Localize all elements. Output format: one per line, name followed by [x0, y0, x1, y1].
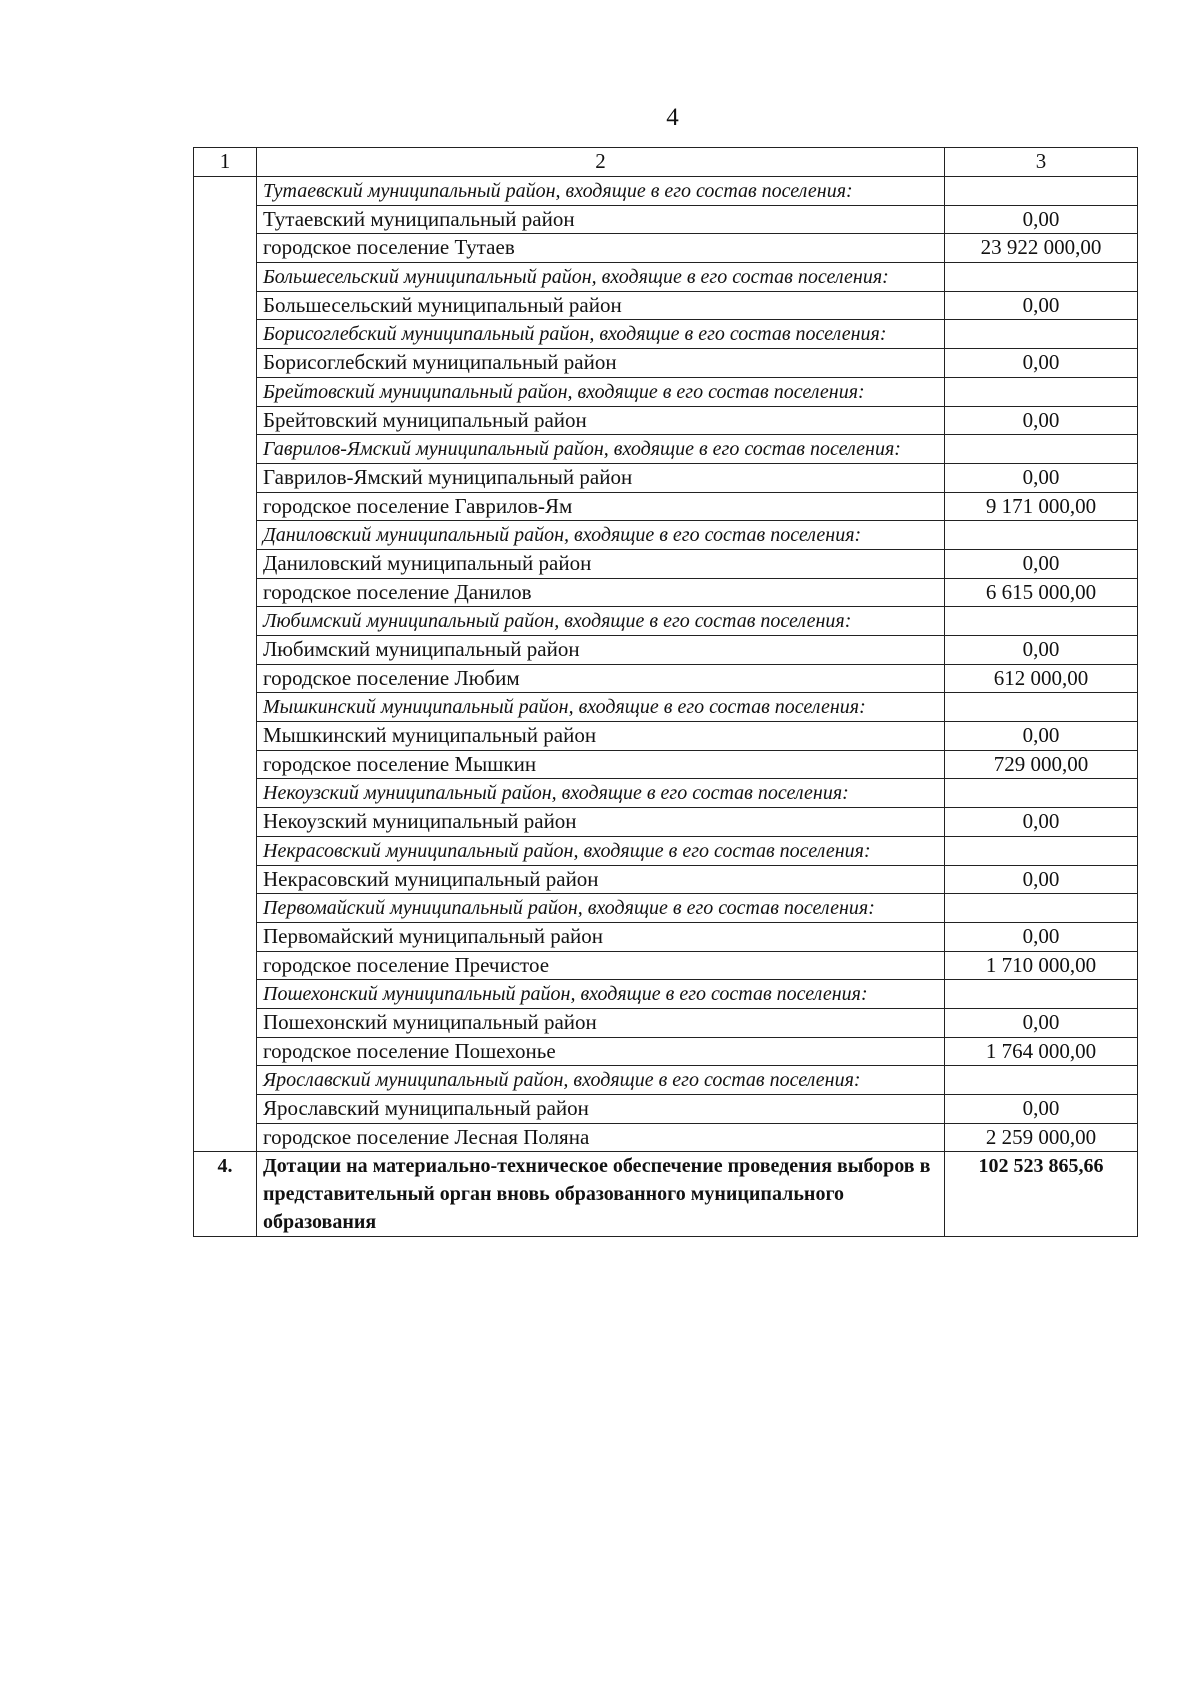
- total-description: Дотации на материально-техническое обеспечение проведения выборов в представительный орган вновь образованного муниципального образования: [257, 1152, 945, 1237]
- table-group-row: [194, 521, 1138, 550]
- municipality-name: Тутаевский муниципальный район: [257, 205, 945, 234]
- table-row: [194, 722, 1138, 751]
- table-row: [194, 205, 1138, 234]
- amount-cell: 1 710 000,00: [945, 951, 1138, 980]
- district-group-heading: Борисоглебский муниципальный район, входящие в его состав поселения:: [257, 320, 945, 349]
- district-group-heading: Некрасовский муниципальный район, входящие в его состав поселения:: [257, 836, 945, 865]
- amount-cell: 0,00: [945, 1095, 1138, 1124]
- municipality-name: Мышкинский муниципальный район: [257, 722, 945, 751]
- municipality-name: городское поселение Пошехонье: [257, 1037, 945, 1066]
- amount-cell: 0,00: [945, 722, 1138, 751]
- municipality-name: Любимский муниципальный район: [257, 636, 945, 665]
- table-row: [194, 808, 1138, 837]
- district-group-heading: Мышкинский муниципальный район, входящие в его состав поселения:: [257, 693, 945, 722]
- amount-cell: [945, 894, 1138, 923]
- table-row: [194, 578, 1138, 607]
- district-group-heading: Первомайский муниципальный район, входящие в его состав поселения:: [257, 894, 945, 923]
- amount-cell: [945, 435, 1138, 464]
- amount-cell: 0,00: [945, 464, 1138, 493]
- district-group-heading: Пошехонский муниципальный район, входящие в его состав поселения:: [257, 980, 945, 1009]
- municipality-name: Гаврилов-Ямский муниципальный район: [257, 464, 945, 493]
- municipality-name: городское поселение Лесная Поляна: [257, 1123, 945, 1152]
- amount-cell: 1 764 000,00: [945, 1037, 1138, 1066]
- municipality-name: Ярославский муниципальный район: [257, 1095, 945, 1124]
- page-number: 4: [666, 104, 679, 131]
- column-number-3: 3: [945, 148, 1138, 177]
- table-row: [194, 750, 1138, 779]
- table-row: [194, 492, 1138, 521]
- table-row: [194, 1037, 1138, 1066]
- table-group-row: [194, 607, 1138, 636]
- municipality-name: городское поселение Гаврилов-Ям: [257, 492, 945, 521]
- municipality-name: городское поселение Мышкин: [257, 750, 945, 779]
- table-group-row: [194, 435, 1138, 464]
- table-row: [194, 923, 1138, 952]
- table-row: [194, 291, 1138, 320]
- district-group-heading: Брейтовский муниципальный район, входящие в его состав поселения:: [257, 377, 945, 406]
- column-number-2: 2: [257, 148, 945, 177]
- district-group-heading: Тутаевский муниципальный район, входящие в его состав поселения:: [257, 176, 945, 205]
- amount-cell: 0,00: [945, 865, 1138, 894]
- amount-cell: 0,00: [945, 808, 1138, 837]
- table-group-row: [194, 980, 1138, 1009]
- allocation-table: [193, 147, 1138, 1237]
- column-number-1: 1: [194, 148, 257, 177]
- table-row: [194, 464, 1138, 493]
- municipality-name: Некрасовский муниципальный район: [257, 865, 945, 894]
- amount-cell: [945, 1066, 1138, 1095]
- allocation-table-container: [193, 147, 1137, 1237]
- amount-cell: 729 000,00: [945, 750, 1138, 779]
- table-row: [194, 1009, 1138, 1038]
- amount-cell: [945, 607, 1138, 636]
- amount-cell: 0,00: [945, 406, 1138, 435]
- amount-cell: [945, 377, 1138, 406]
- table-row: [194, 349, 1138, 378]
- amount-cell: 612 000,00: [945, 664, 1138, 693]
- amount-cell: 0,00: [945, 636, 1138, 665]
- allocation-table-body: [194, 148, 1138, 1237]
- amount-cell: 0,00: [945, 550, 1138, 579]
- municipality-name: Брейтовский муниципальный район: [257, 406, 945, 435]
- table-row: [194, 550, 1138, 579]
- row-index-cell: [194, 176, 257, 1152]
- table-group-row: [194, 377, 1138, 406]
- amount-cell: [945, 320, 1138, 349]
- amount-cell: 0,00: [945, 205, 1138, 234]
- table-group-row: [194, 320, 1138, 349]
- district-group-heading: Некоузский муниципальный район, входящие в его состав поселения:: [257, 779, 945, 808]
- amount-cell: 0,00: [945, 923, 1138, 952]
- table-group-row: [194, 1066, 1138, 1095]
- amount-cell: [945, 521, 1138, 550]
- table-group-row: [194, 262, 1138, 291]
- table-row: [194, 865, 1138, 894]
- amount-cell: [945, 980, 1138, 1009]
- amount-cell: 2 259 000,00: [945, 1123, 1138, 1152]
- table-row: [194, 1123, 1138, 1152]
- district-group-heading: Даниловский муниципальный район, входящие в его состав поселения:: [257, 521, 945, 550]
- table-group-row: [194, 836, 1138, 865]
- table-row: [194, 951, 1138, 980]
- table-total-row: [194, 1152, 1138, 1237]
- total-amount: 102 523 865,66: [945, 1152, 1138, 1237]
- table-row: [194, 406, 1138, 435]
- amount-cell: [945, 262, 1138, 291]
- municipality-name: городское поселение Тутаев: [257, 234, 945, 263]
- municipality-name: городское поселение Любим: [257, 664, 945, 693]
- municipality-name: городское поселение Данилов: [257, 578, 945, 607]
- amount-cell: 6 615 000,00: [945, 578, 1138, 607]
- table-row: [194, 636, 1138, 665]
- district-group-heading: Большесельский муниципальный район, входящие в его состав поселения:: [257, 262, 945, 291]
- amount-cell: 0,00: [945, 349, 1138, 378]
- table-row: [194, 1095, 1138, 1124]
- municipality-name: Первомайский муниципальный район: [257, 923, 945, 952]
- total-index: 4.: [194, 1152, 257, 1237]
- table-group-row: [194, 693, 1138, 722]
- district-group-heading: Гаврилов-Ямский муниципальный район, входящие в его состав поселения:: [257, 435, 945, 464]
- municipality-name: Некоузский муниципальный район: [257, 808, 945, 837]
- amount-cell: [945, 176, 1138, 205]
- amount-cell: 0,00: [945, 1009, 1138, 1038]
- table-group-row: [194, 894, 1138, 923]
- municipality-name: Борисоглебский муниципальный район: [257, 349, 945, 378]
- municipality-name: Даниловский муниципальный район: [257, 550, 945, 579]
- amount-cell: [945, 693, 1138, 722]
- district-group-heading: Любимский муниципальный район, входящие в его состав поселения:: [257, 607, 945, 636]
- amount-cell: 0,00: [945, 291, 1138, 320]
- table-row: [194, 664, 1138, 693]
- amount-cell: 9 171 000,00: [945, 492, 1138, 521]
- amount-cell: 23 922 000,00: [945, 234, 1138, 263]
- municipality-name: Пошехонский муниципальный район: [257, 1009, 945, 1038]
- amount-cell: [945, 779, 1138, 808]
- table-group-row: [194, 779, 1138, 808]
- municipality-name: Большесельский муниципальный район: [257, 291, 945, 320]
- table-group-row: [194, 176, 1138, 205]
- table-header-row: [194, 148, 1138, 177]
- table-row: [194, 234, 1138, 263]
- amount-cell: [945, 836, 1138, 865]
- municipality-name: городское поселение Пречистое: [257, 951, 945, 980]
- district-group-heading: Ярославский муниципальный район, входящие в его состав поселения:: [257, 1066, 945, 1095]
